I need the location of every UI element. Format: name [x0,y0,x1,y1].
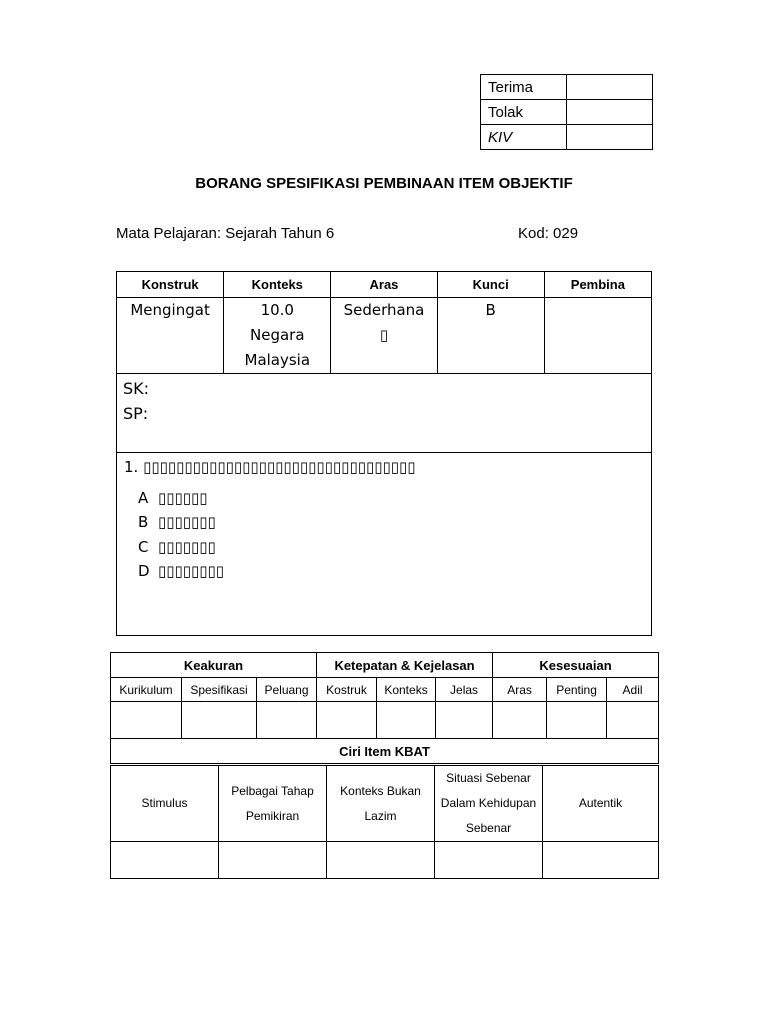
kbat-pelbagai-tahap [219,766,327,842]
skill-cell [117,374,652,453]
kbat-input-konteks[interactable] [327,842,435,879]
kbat-autentik [543,766,659,842]
option-c-text: ▯▯▯▯▯▯▯ [158,537,216,556]
kbat-autentik-line1: Autentik [578,796,623,810]
input-adil[interactable] [607,702,659,739]
kbat-input-pelbagai[interactable] [219,842,327,879]
value-konteks-line2: Negara [250,326,305,344]
value-aras [331,298,437,374]
question-row [117,453,652,636]
status-row-kiv [481,125,653,150]
input-kurikulum[interactable] [111,702,182,739]
header-pembina: Pembina [544,272,651,298]
skill-row [117,374,652,453]
input-kostruk[interactable] [317,702,377,739]
sub-peluang: Peluang [257,678,317,702]
spec-value-row [117,298,652,374]
status-row-tolak [481,100,653,125]
option-d-letter: D [138,562,150,580]
kbat-stimulus-line1: Stimulus [141,796,188,810]
input-konteks[interactable] [377,702,436,739]
input-spesifikasi[interactable] [182,702,257,739]
status-checkbox-kiv[interactable] [566,125,652,150]
option-b-letter: B [138,513,149,531]
sub-spesifikasi: Spesifikasi [182,678,257,702]
status-label-terima: Terima [481,75,567,100]
input-peluang[interactable] [257,702,317,739]
value-konteks-line1: 10.0 [260,301,294,319]
kbat-pelbagai-line2: Pemikiran [245,808,300,823]
form-title: BORANG SPESIFIKASI PEMBINAAN ITEM OBJEKTIF [195,175,573,192]
quality-input-row [111,702,659,739]
option-b-text: ▯▯▯▯▯▯▯ [158,513,216,531]
spec-header-row [117,272,652,298]
option-a-letter: A [138,488,149,507]
kbat-input-stimulus[interactable] [111,842,219,879]
question-cell [117,453,652,636]
sub-penting: Penting [547,678,607,702]
header-konstruk: Konstruk [117,272,224,298]
option-a [124,486,644,511]
quality-table [110,652,659,764]
value-konteks-line3: Malaysia [244,351,311,369]
value-konstruk: Mengingat [117,298,224,374]
spec-table [116,271,652,636]
value-kunci: B [437,298,544,374]
status-box [480,74,653,150]
option-c [124,535,644,560]
sub-kostruk: Kostruk [317,678,377,702]
option-d [124,559,644,584]
sub-kurikulum: Kurikulum [111,678,182,702]
kbat-stimulus [111,766,219,842]
code-line: Kod: 029 [518,225,579,242]
input-aras[interactable] [493,702,547,739]
sp-label: SP: [123,404,149,423]
option-a-text: ▯▯▯▯▯▯ [158,488,208,507]
option-b [124,510,644,535]
kbat-header-row [111,766,659,842]
status-label-kiv: KIV [481,125,567,150]
status-checkbox-terima[interactable] [566,75,652,100]
sub-jelas: Jelas [436,678,493,702]
status-label-tolak: Tolak [481,100,567,125]
quality-group-row [111,653,659,678]
sk-label: SK: [123,379,150,398]
group-kesesuaian: Kesesuaian [493,653,659,678]
group-ketepatan: Ketepatan & Kejelasan [317,653,493,678]
sub-aras: Aras [493,678,547,702]
option-d-text: ▯▯▯▯▯▯▯▯ [158,562,225,580]
group-keakuran: Keakuran [111,653,317,678]
kbat-konteks-line1: Konteks Bukan [340,783,421,798]
kbat-input-situasi[interactable] [435,842,543,879]
status-checkbox-tolak[interactable] [566,100,652,125]
kbat-input-row [111,842,659,879]
question-text: 1. ▯▯▯▯▯▯▯▯▯▯▯▯▯▯▯▯▯▯▯▯▯▯▯▯▯▯▯▯▯▯▯▯▯ [124,458,416,476]
value-konteks [224,298,331,374]
input-penting[interactable] [547,702,607,739]
kbat-title-row [111,739,659,764]
sub-konteks: Konteks [377,678,436,702]
kbat-situasi-line2: Dalam Kehidupan [440,796,537,810]
value-pembina[interactable] [544,298,651,374]
value-aras-line1: Sederhana [343,301,425,319]
status-row-terima [481,75,653,100]
kbat-situasi-line3: Sebenar [465,821,512,835]
kbat-title: Ciri Item KBAT [111,739,659,764]
header-konteks: Konteks [224,272,331,298]
kbat-pelbagai-line1: Pelbagai Tahap [231,783,314,798]
kbat-input-autentik[interactable] [543,842,659,879]
sub-adil: Adil [607,678,659,702]
subject-line: Mata Pelajaran: Sejarah Tahun 6 [116,225,335,242]
kbat-konteks-bukan-lazim [327,766,435,842]
header-aras: Aras [331,272,437,298]
kbat-situasi-sebenar [435,766,543,842]
header-kunci: Kunci [437,272,544,298]
option-c-letter: C [138,537,149,556]
kbat-situasi-line1: Situasi Sebenar [446,771,531,785]
kbat-konteks-line2: Lazim [364,808,397,823]
value-aras-line2: ▯ [379,326,389,344]
input-jelas[interactable] [436,702,493,739]
kbat-table [110,765,659,879]
quality-subheader-row [111,678,659,702]
